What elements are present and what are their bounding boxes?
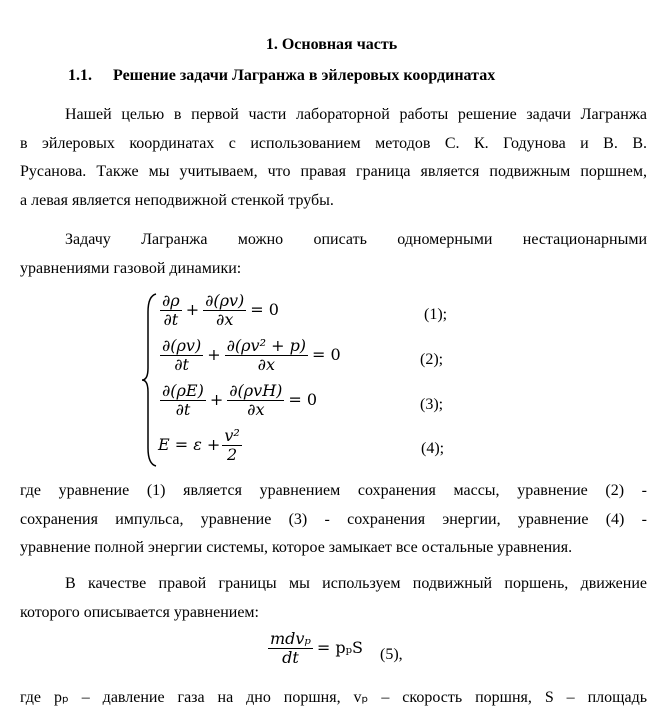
section-heading: 1. Основная часть [265,36,398,53]
subsection-heading [68,67,495,85]
equation-number-5: (5), [380,646,403,663]
paragraph-definitions [20,684,647,713]
text-line: Задачу Лагранжа можно описать одномерными нестационарными [65,231,647,248]
text-line: В качестве правой границы мы используем подвижный поршень, движение [65,575,647,592]
text-line: где уравнение (1) является уравнением сохранения массы, уравнение (2) - [20,482,647,499]
subsection-title: Решение задачи Лагранжа в эйлеровых координатах [113,67,496,84]
paragraph-goal [20,101,647,215]
equation-number-4: (4); [421,440,445,457]
system-brace [140,292,160,468]
text-line: Русанова. Также мы учитываем, что правая граница является подвижным поршнем, [20,163,647,180]
paragraph-explanation [20,477,647,563]
paragraph-piston [20,570,647,627]
text-line: Нашей целью в первой части лабораторной работы решение задачи Лагранжа [65,106,647,123]
subsection-number: 1.1. [68,67,92,84]
equation-1: $\frac{\partial\rho}{\partial t}$ + $\frac{\partial(\rho v)}{\partial x}$ = 0 [162,291,279,329]
text-line: уравнениями газовой динамики: [20,259,242,277]
text-line: уравнение полной энергии системы, которое замыкает все остальные уравнения. [20,539,573,556]
paragraph-task [20,226,647,283]
equation-4: E = ε + $\frac{\text{v²}}{2}$ [158,426,240,464]
equation-number-3: (3); [420,396,444,413]
equation-number-2: (2); [420,351,444,368]
text-line: где pₚ – давление газа на дно поршня, vₚ – скорость поршня, S – площадь [20,689,647,706]
text-line: сохранения импульса, уравнение (3) - сохранения энергии, уравнение (4) - [20,510,647,528]
equation-number-1: (1); [424,306,448,323]
text-line: а левая является неподвижной стенкой трубы. [20,191,334,209]
text-line: которого описывается уравнением: [20,603,259,621]
text-line: в эйлеровых координатах с использованием методов С. К. Годунова и В. В. [20,134,647,152]
equation-5: $\frac{\text{mdvₚ}}{dt}$ = pₚS [270,629,363,667]
equation-3: $\frac{\partial(\rho E)}{\partial t}$ + $\frac{\text{∂(ρvH)}}{\partial x}$ = 0 [162,381,318,419]
equation-2: $\frac{\partial(\rho v)}{\partial t}$ + $\frac{\text{∂(ρv² + p)}}{\partial x}$ = 0 [162,336,341,374]
